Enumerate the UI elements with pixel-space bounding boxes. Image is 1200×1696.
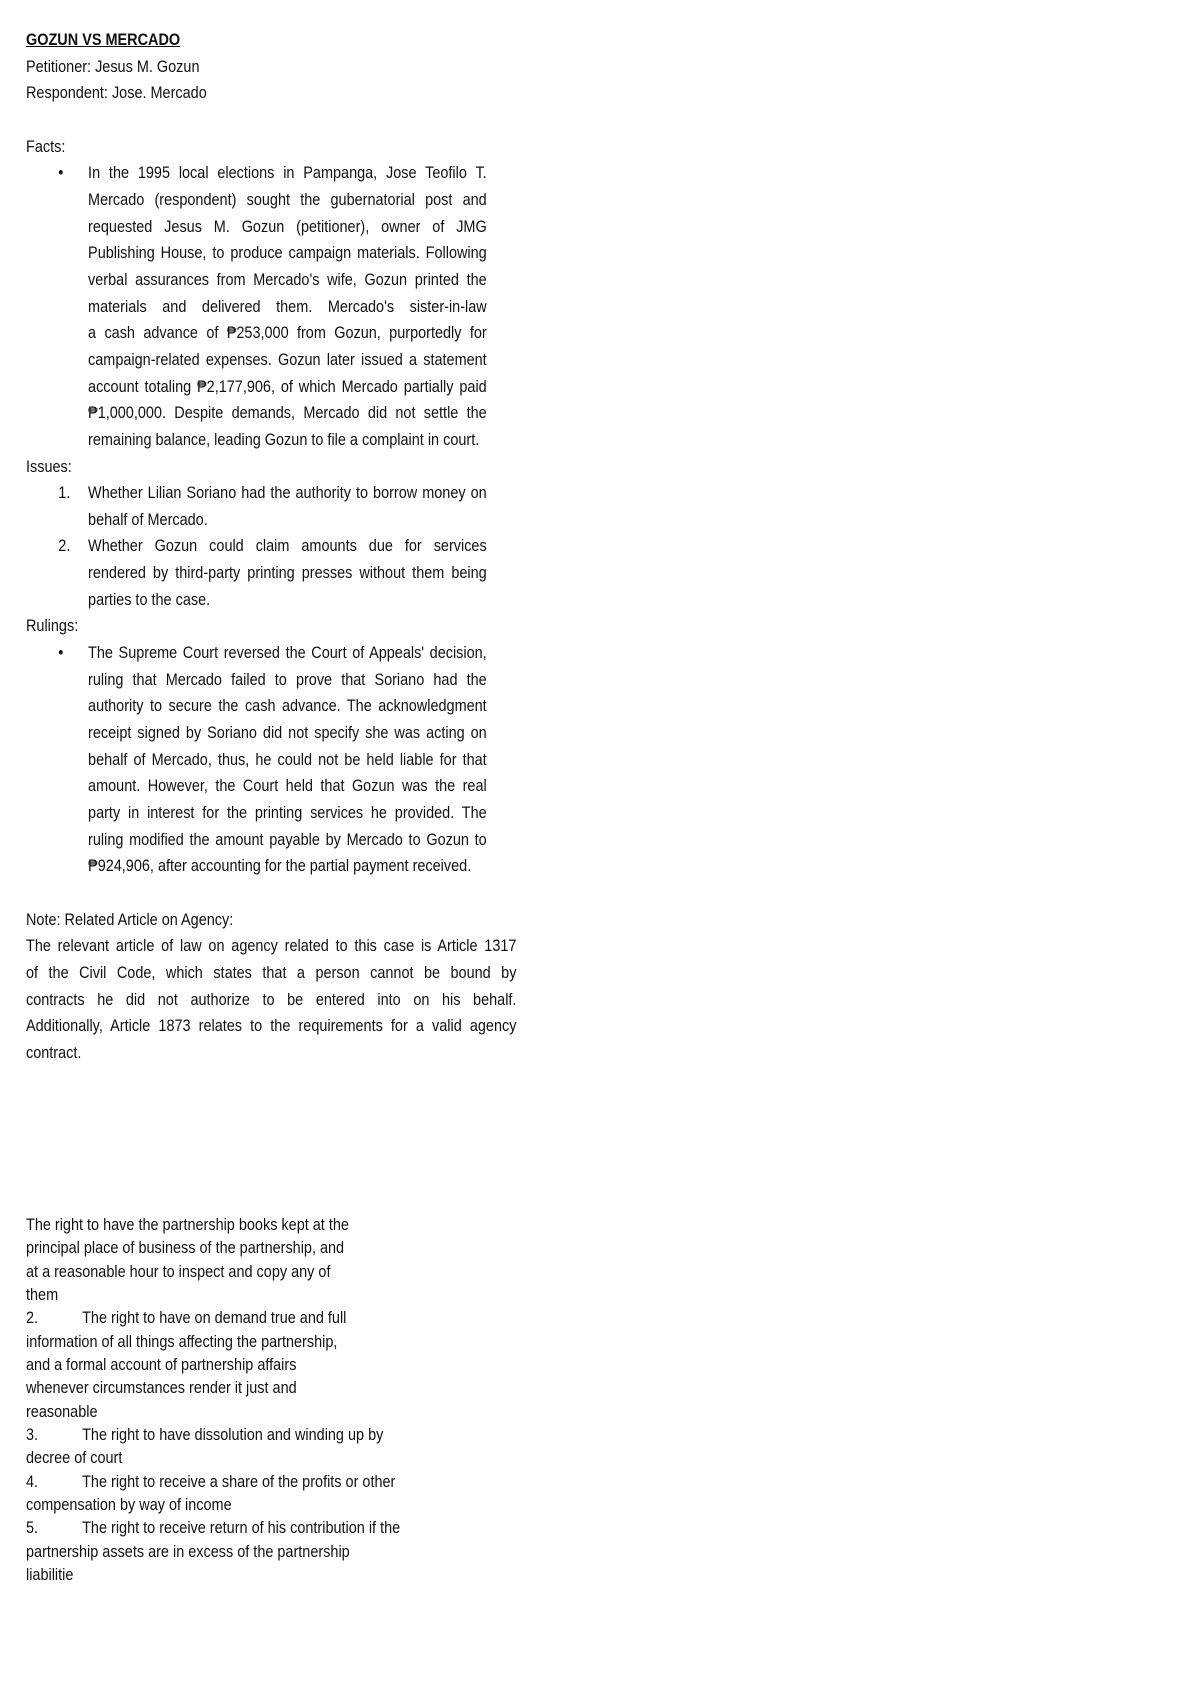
rights-text: partnership assets are in excess of the partnership	[26, 1541, 350, 1561]
rights-line	[26, 1516, 502, 1539]
text-line: remaining balance, leading Gozun to file a complaint in court.	[88, 429, 480, 449]
text-line: Mercado (respondent) sought the gubernatorial post and	[88, 189, 487, 209]
rulings-heading: Rulings:	[26, 616, 79, 636]
list-item	[26, 533, 486, 613]
text-line: ruling that Mercado failed to prove that Soriano had the	[88, 669, 487, 689]
rights-line	[26, 1493, 502, 1516]
text-line: The relevant article of law on agency related to this case is Article 1317	[26, 936, 517, 956]
text-line: ₱924,906, after accounting for the partial payment received.	[88, 856, 472, 876]
rights-text: decree of court	[26, 1448, 123, 1468]
text-line: Whether Lilian Soriano had the authority to borrow money on	[88, 483, 487, 503]
petitioner-line: Petitioner: Jesus M. Gozun	[26, 56, 200, 76]
text-line: verbal assurances from Mercado's wife, Gozun printed the	[88, 269, 487, 289]
text-line: party in interest for the printing services he provided. The	[88, 803, 487, 823]
text-line: ruling modified the amount payable by Mercado to Gozun to	[88, 829, 487, 849]
rights-text: information of all things affecting the partnership,	[26, 1331, 338, 1351]
rights-line	[26, 1376, 502, 1399]
list-number: 4.	[26, 1471, 39, 1491]
issues-list	[26, 480, 486, 613]
text-line: authority to secure the cash advance. The acknowledgment	[88, 696, 487, 716]
rights-line	[26, 1260, 502, 1283]
document-title: GOZUN VS MERCADO	[26, 30, 181, 49]
rulings-list	[26, 640, 486, 880]
rights-line	[26, 1400, 502, 1423]
text-line: account totaling ₱2,177,906, of which Mercado partially paid	[88, 376, 487, 396]
text-line: Whether Gozun could claim amounts due for services	[88, 536, 487, 556]
list-number: 1.	[58, 483, 71, 503]
list-number: 2.	[26, 1308, 39, 1328]
rights-line	[26, 1563, 502, 1586]
rights-line	[26, 1423, 502, 1446]
spacer	[26, 880, 486, 907]
text-line: receipt signed by Soriano did not specify she was acting on	[88, 723, 487, 743]
rights-text: The right to have dissolution and winding up by	[82, 1424, 384, 1444]
facts-list	[26, 160, 486, 453]
rights-text: at a reasonable hour to inspect and copy any of	[26, 1261, 331, 1281]
list-number: 2.	[58, 536, 71, 556]
rights-line	[26, 1540, 502, 1563]
rights-line	[26, 1470, 502, 1493]
list-item	[26, 160, 486, 453]
note-paragraph	[26, 933, 517, 1066]
rights-line	[26, 1353, 502, 1376]
rights-text: reasonable	[26, 1401, 98, 1421]
rights-text: The right to have the partnership books kept at the	[26, 1215, 349, 1234]
rights-text: The right to receive return of his contribution if the	[82, 1518, 401, 1538]
rights-text: liabilitie	[26, 1564, 74, 1584]
rights-text: whenever circumstances render it just and	[26, 1378, 297, 1398]
text-line: behalf of Mercado, thus, he could not be held liable for that	[88, 749, 487, 769]
text-line: parties to the case.	[88, 589, 211, 609]
issues-heading: Issues:	[26, 456, 72, 476]
text-line: In the 1995 local elections in Pampanga, Jose Teofilo T.	[88, 163, 487, 183]
text-line: rendered by third-party printing presses without them being	[88, 563, 487, 583]
rights-line	[26, 1213, 502, 1236]
text-line: Additionally, Article 1873 relates to the requirements for a valid agency	[26, 1016, 517, 1036]
spacer	[26, 107, 486, 134]
facts-heading: Facts:	[26, 136, 66, 156]
case-digest	[26, 27, 517, 1067]
rights-text: principal place of business of the partnership, and	[26, 1238, 345, 1258]
rights-line	[26, 1446, 502, 1469]
partner-rights-list	[26, 1213, 502, 1586]
rights-text: The right to receive a share of the profits or other	[82, 1471, 396, 1491]
rights-text: The right to have on demand true and full	[82, 1308, 347, 1328]
text-line: The Supreme Court reversed the Court of Appeals' decision,	[88, 643, 487, 663]
text-line: a cash advance of ₱253,000 from Gozun, purportedly for	[88, 323, 487, 343]
rights-line	[26, 1306, 502, 1329]
text-line: contracts he did not authorize to be entered into on his behalf.	[26, 989, 517, 1009]
text-line: behalf of Mercado.	[88, 509, 208, 529]
rights-line	[26, 1330, 502, 1353]
text-line: of the Civil Code, which states that a person cannot be bound by	[26, 962, 517, 982]
list-item	[26, 480, 486, 533]
bullet-icon: •	[58, 643, 64, 663]
rights-line	[26, 1283, 502, 1306]
rights-text: them	[26, 1284, 59, 1304]
text-line: amount. However, the Court held that Gozun was the real	[88, 776, 487, 796]
bullet-icon: •	[58, 163, 64, 183]
note-heading: Note: Related Article on Agency:	[26, 909, 234, 929]
list-number: 3.	[26, 1424, 39, 1444]
rights-text: compensation by way of income	[26, 1494, 232, 1514]
rights-line	[26, 1236, 502, 1259]
text-line: contract.	[26, 1042, 82, 1062]
respondent-line: Respondent: Jose. Mercado	[26, 83, 207, 103]
text-line: materials and delivered them. Mercado's sister-in-law	[88, 296, 487, 316]
list-item	[26, 640, 486, 880]
text-line: Publishing House, to produce campaign materials. Following	[88, 243, 487, 263]
text-line: ₱1,000,000. Despite demands, Mercado did not settle the	[88, 403, 487, 423]
text-line: requested Jesus M. Gozun (petitioner), owner of JMG	[88, 216, 487, 236]
rights-text: and a formal account of partnership affairs	[26, 1354, 297, 1374]
list-number: 5.	[26, 1518, 39, 1538]
text-line: campaign-related expenses. Gozun later issued a statement	[88, 349, 487, 369]
